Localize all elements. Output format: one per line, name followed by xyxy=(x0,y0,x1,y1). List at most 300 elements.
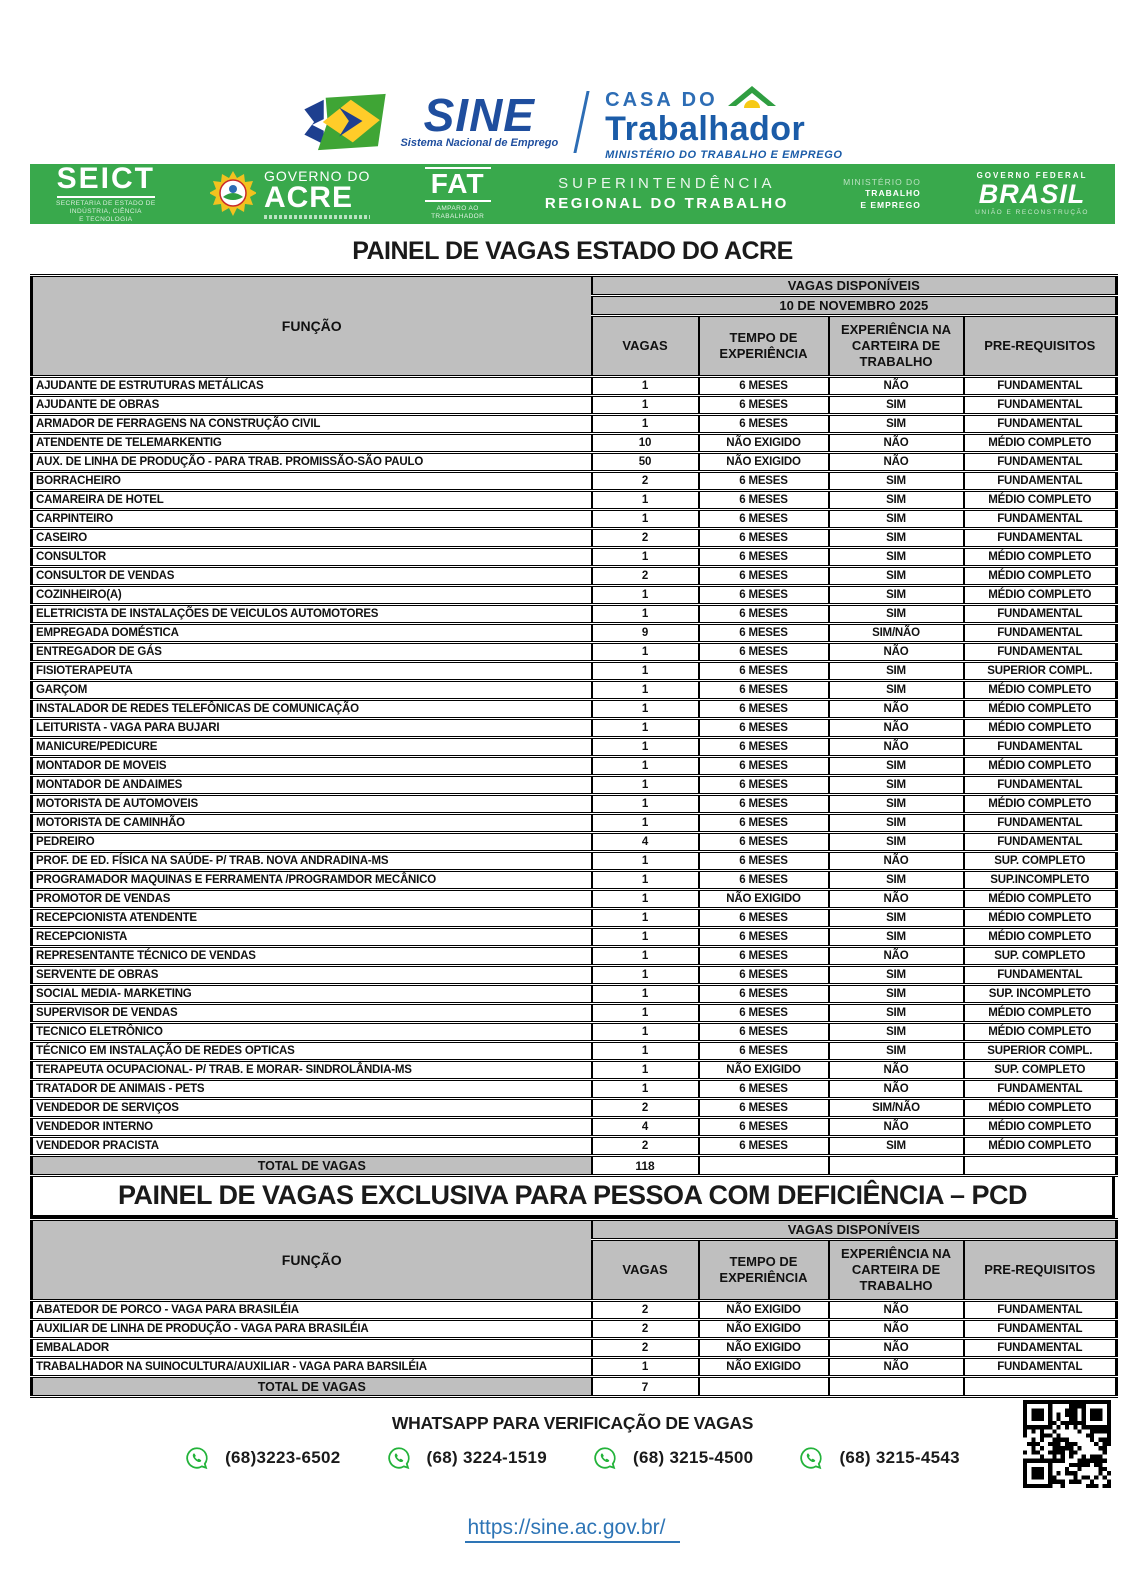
job-value-cell: 6 MESES xyxy=(699,1137,829,1156)
job-function-cell: MONTADOR DE ANDAIMES xyxy=(32,776,592,795)
job-function-cell: EMPREGADA DOMÉSTICA xyxy=(32,624,592,643)
job-value-cell: SUP. COMPLETO xyxy=(964,1061,1117,1080)
job-function-cell: PROGRAMADOR MAQUINAS E FERRAMENTA /PROGRAMDOR MECÂNICO xyxy=(32,871,592,890)
job-function-cell: LEITURISTA - VAGA PARA BUJARI xyxy=(32,719,592,738)
job-value-cell: SIM/NÃO xyxy=(829,624,964,643)
table-row xyxy=(32,472,1117,491)
job-function-cell: VENDEDOR INTERNO xyxy=(32,1118,592,1137)
job-function-cell: ATENDENTE DE TELEMARKENTIG xyxy=(32,434,592,453)
job-function-cell: REPRESENTANTE TÉCNICO DE VENDAS xyxy=(32,947,592,966)
job-value-cell: NÃO xyxy=(829,947,964,966)
job-value-cell: MÉDIO COMPLETO xyxy=(964,1099,1117,1118)
table-row xyxy=(32,377,1117,396)
job-value-cell: NÃO EXIGIDO xyxy=(699,434,829,453)
job-value-cell: 1 xyxy=(592,1042,699,1061)
job-value-cell: 6 MESES xyxy=(699,795,829,814)
sine-wordmark: SINE xyxy=(423,89,535,141)
job-value-cell: 2 xyxy=(592,567,699,586)
job-value-cell: 1 xyxy=(592,643,699,662)
phone-number: (68) 3215-4543 xyxy=(839,1448,960,1467)
job-value-cell: NÃO EXIGIDO xyxy=(699,890,829,909)
table-row xyxy=(32,586,1117,605)
job-value-cell: 1 xyxy=(592,662,699,681)
job-value-cell: 1 xyxy=(592,719,699,738)
total-value: 118 xyxy=(592,1156,699,1176)
casa-do-trabalhador-logo xyxy=(605,84,842,161)
job-value-cell: NÃO EXIGIDO xyxy=(699,453,829,472)
job-function-cell: TÉCNICO EM INSTALAÇÃO DE REDES OPTICAS xyxy=(32,1042,592,1061)
job-value-cell: MÉDIO COMPLETO xyxy=(964,681,1117,700)
column-header-funcao: FUNÇÃO xyxy=(32,276,592,377)
total-row xyxy=(32,1156,1117,1176)
job-value-cell: MÉDIO COMPLETO xyxy=(964,1118,1117,1137)
job-value-cell: FUNDAMENTAL xyxy=(964,510,1117,529)
acre-wordmark: ACRE xyxy=(263,181,353,214)
job-function-cell: RECEPCIONISTA ATENDENTE xyxy=(32,909,592,928)
pcd-column-header-funcao: FUNÇÃO xyxy=(32,1220,592,1301)
government-band xyxy=(30,161,1115,224)
job-value-cell: 1 xyxy=(592,871,699,890)
job-function-cell: PEDREIRO xyxy=(32,833,592,852)
job-function-cell: CONSULTOR DE VENDAS xyxy=(32,567,592,586)
acre-coat-of-arms-icon xyxy=(210,170,256,218)
pcd-column-header-carteira: EXPERIÊNCIA NA CARTEIRA DE TRABALHO xyxy=(829,1240,964,1301)
job-value-cell: SIM xyxy=(829,472,964,491)
table-row xyxy=(32,890,1117,909)
job-value-cell: 10 xyxy=(592,434,699,453)
job-value-cell: 1 xyxy=(592,852,699,871)
job-value-cell: FUNDAMENTAL xyxy=(964,1358,1117,1377)
job-value-cell: 2 xyxy=(592,1320,699,1339)
job-value-cell: FUNDAMENTAL xyxy=(964,738,1117,757)
job-value-cell: SIM xyxy=(829,814,964,833)
job-value-cell: 1 xyxy=(592,586,699,605)
job-value-cell: 1 xyxy=(592,681,699,700)
job-value-cell: MÉDIO COMPLETO xyxy=(964,909,1117,928)
job-value-cell: 6 MESES xyxy=(699,529,829,548)
table-row xyxy=(32,1042,1117,1061)
job-value-cell: SIM xyxy=(829,985,964,1004)
pcd-vacancies-table xyxy=(30,1218,1118,1398)
column-header-carteira: EXPERIÊNCIA NA CARTEIRA DE TRABALHO xyxy=(829,316,964,377)
job-value-cell: SIM xyxy=(829,1042,964,1061)
job-value-cell: 6 MESES xyxy=(699,662,829,681)
table-row xyxy=(32,928,1117,947)
job-value-cell: FUNDAMENTAL xyxy=(964,1320,1117,1339)
job-value-cell: SIM/NÃO xyxy=(829,1099,964,1118)
job-value-cell: 1 xyxy=(592,928,699,947)
job-value-cell: 1 xyxy=(592,396,699,415)
job-value-cell: 4 xyxy=(592,1118,699,1137)
job-function-cell: PROMOTOR DE VENDAS xyxy=(32,890,592,909)
job-value-cell: NÃO xyxy=(829,1320,964,1339)
job-value-cell: NÃO xyxy=(829,700,964,719)
casa-house-icon xyxy=(726,84,778,110)
job-value-cell: SIM xyxy=(829,928,964,947)
job-value-cell: SIM xyxy=(829,567,964,586)
job-value-cell: NÃO xyxy=(829,719,964,738)
sine-logo xyxy=(302,89,559,152)
job-value-cell: SUP. COMPLETO xyxy=(964,852,1117,871)
job-function-cell: VENDEDOR PRACISTA xyxy=(32,1137,592,1156)
job-value-cell: MÉDIO COMPLETO xyxy=(964,567,1117,586)
job-function-cell: ARMADOR DE FERRAGENS NA CONSTRUÇÃO CIVIL xyxy=(32,415,592,434)
table-row xyxy=(32,1080,1117,1099)
job-value-cell: SIM xyxy=(829,909,964,928)
job-value-cell: SIM xyxy=(829,1137,964,1156)
seict-wordmark: SEICT xyxy=(57,164,155,198)
table-row xyxy=(32,1137,1117,1156)
job-value-cell: NÃO xyxy=(829,1061,964,1080)
job-value-cell: NÃO xyxy=(829,377,964,396)
sine-subtitle: Sistema Nacional de Emprego xyxy=(400,137,559,149)
job-value-cell: 1 xyxy=(592,605,699,624)
job-value-cell: 6 MESES xyxy=(699,814,829,833)
job-value-cell: 2 xyxy=(592,529,699,548)
column-header-tempo: TEMPO DE EXPERIÊNCIA xyxy=(699,316,829,377)
job-value-cell: MÉDIO COMPLETO xyxy=(964,757,1117,776)
total-label: TOTAL DE VAGAS xyxy=(32,1156,592,1176)
job-value-cell: 6 MESES xyxy=(699,928,829,947)
whatsapp-contact xyxy=(185,1446,340,1470)
job-function-cell: AJUDANTE DE OBRAS xyxy=(32,396,592,415)
job-value-cell: 6 MESES xyxy=(699,567,829,586)
table-row xyxy=(32,662,1117,681)
job-value-cell: 1 xyxy=(592,966,699,985)
pcd-total-label: TOTAL DE VAGAS xyxy=(32,1377,592,1397)
acre-slogan-microtext xyxy=(264,215,370,219)
casa-wordmark: Trabalhador xyxy=(605,109,806,148)
brasil-wordmark: BRASIL xyxy=(978,178,1086,209)
pcd-section-title: PAINEL DE VAGAS EXCLUSIVA PARA PESSOA COM DEFICIÊNCIA – PCD xyxy=(30,1177,1115,1218)
job-function-cell: MONTADOR DE MOVEIS xyxy=(32,757,592,776)
job-function-cell: ABATEDOR DE PORCO - VAGA PARA BRASILÉIA xyxy=(32,1301,592,1320)
job-value-cell: FUNDAMENTAL xyxy=(964,966,1117,985)
job-value-cell: MÉDIO COMPLETO xyxy=(964,586,1117,605)
job-value-cell: 1 xyxy=(592,890,699,909)
job-value-cell: 6 MESES xyxy=(699,1118,829,1137)
whatsapp-icon xyxy=(387,1446,411,1470)
job-value-cell: FUNDAMENTAL xyxy=(964,814,1117,833)
table-row xyxy=(32,1023,1117,1042)
job-value-cell: SIM xyxy=(829,605,964,624)
job-value-cell: 1 xyxy=(592,700,699,719)
job-value-cell: 1 xyxy=(592,814,699,833)
pcd-column-header-vagas: VAGAS xyxy=(592,1240,699,1301)
job-function-cell: SERVENTE DE OBRAS xyxy=(32,966,592,985)
job-function-cell: CONSULTOR xyxy=(32,548,592,567)
job-value-cell: SUPERIOR COMPL. xyxy=(964,662,1117,681)
job-value-cell: FUNDAMENTAL xyxy=(964,1080,1117,1099)
governo-do-acre-logo xyxy=(210,169,370,219)
job-value-cell: 6 MESES xyxy=(699,719,829,738)
job-value-cell: MÉDIO COMPLETO xyxy=(964,719,1117,738)
job-value-cell: MÉDIO COMPLETO xyxy=(964,795,1117,814)
table-row xyxy=(32,510,1117,529)
job-value-cell: SUP.INCOMPLETO xyxy=(964,871,1117,890)
job-value-cell: FUNDAMENTAL xyxy=(964,377,1117,396)
job-value-cell: NÃO xyxy=(829,738,964,757)
table-row xyxy=(32,947,1117,966)
table-row xyxy=(32,548,1117,567)
job-value-cell: SUPERIOR COMPL. xyxy=(964,1042,1117,1061)
table-row xyxy=(32,1099,1117,1118)
table-row xyxy=(32,966,1117,985)
table-row xyxy=(32,1301,1117,1320)
job-function-cell: BORRACHEIRO xyxy=(32,472,592,491)
job-value-cell: NÃO EXIGIDO xyxy=(699,1358,829,1377)
job-value-cell: NÃO xyxy=(829,1339,964,1358)
column-header-prerequisitos: PRE-REQUISITOS xyxy=(964,316,1117,377)
job-value-cell: 1 xyxy=(592,510,699,529)
table-row xyxy=(32,624,1117,643)
job-function-cell: CASEIRO xyxy=(32,529,592,548)
job-value-cell: 1 xyxy=(592,1004,699,1023)
job-value-cell: 6 MESES xyxy=(699,947,829,966)
job-value-cell: SIM xyxy=(829,966,964,985)
page-title: PAINEL DE VAGAS ESTADO DO ACRE xyxy=(352,237,793,265)
seict-subtitle: SECRETARIA DE ESTADO DE INDÚSTRIA, CIÊNCIA E TECNOLOGIA xyxy=(56,199,156,224)
job-value-cell: 1 xyxy=(592,795,699,814)
job-value-cell: MÉDIO COMPLETO xyxy=(964,491,1117,510)
job-function-cell: COZINHEIRO(A) xyxy=(32,586,592,605)
job-value-cell: 1 xyxy=(592,757,699,776)
job-value-cell: 1 xyxy=(592,377,699,396)
table-row xyxy=(32,757,1117,776)
job-value-cell: 50 xyxy=(592,453,699,472)
job-value-cell: 6 MESES xyxy=(699,396,829,415)
job-value-cell: SIM xyxy=(829,871,964,890)
pcd-column-header-prerequisitos: PRE-REQUISITOS xyxy=(964,1240,1117,1301)
superintendencia-label: SUPERINTENDÊNCIA REGIONAL DO TRABALHO xyxy=(544,174,789,212)
qr-code xyxy=(1022,1400,1112,1488)
job-function-cell: GARÇOM xyxy=(32,681,592,700)
table-row xyxy=(32,491,1117,510)
table-row xyxy=(32,453,1117,472)
job-value-cell: 1 xyxy=(592,776,699,795)
job-value-cell: 6 MESES xyxy=(699,377,829,396)
whatsapp-contacts xyxy=(0,1446,1145,1470)
job-value-cell: FUNDAMENTAL xyxy=(964,453,1117,472)
job-function-cell: AUX. DE LINHA DE PRODUÇÃO - PARA TRAB. PROMISSÃO-SÃO PAULO xyxy=(32,453,592,472)
pcd-total-row xyxy=(32,1377,1117,1397)
job-value-cell: MÉDIO COMPLETO xyxy=(964,1137,1117,1156)
whatsapp-icon xyxy=(593,1446,617,1470)
job-value-cell: 6 MESES xyxy=(699,548,829,567)
job-value-cell: NÃO xyxy=(829,852,964,871)
job-value-cell: NÃO xyxy=(829,1118,964,1137)
main-vacancies-table xyxy=(30,274,1118,1177)
job-value-cell: 2 xyxy=(592,472,699,491)
job-value-cell: 6 MESES xyxy=(699,757,829,776)
date-header: 10 DE NOVEMBRO 2025 xyxy=(592,296,1117,316)
job-function-cell: PROF. DE ED. FÍSICA NA SAÚDE- P/ TRAB. NOVA ANDRADINA-MS xyxy=(32,852,592,871)
job-value-cell: SIM xyxy=(829,586,964,605)
job-value-cell: SIM xyxy=(829,757,964,776)
job-function-cell: TERAPEUTA OCUPACIONAL- P/ TRAB. E MORAR- SINDROLÂNDIA-MS xyxy=(32,1061,592,1080)
job-value-cell: 6 MESES xyxy=(699,985,829,1004)
job-function-cell: TRABALHADOR NA SUINOCULTURA/AUXILIAR - VAGA PARA BARSILÉIA xyxy=(32,1358,592,1377)
pcd-group-header: VAGAS DISPONÍVEIS xyxy=(592,1220,1117,1240)
job-value-cell: 6 MESES xyxy=(699,1004,829,1023)
job-value-cell: 1 xyxy=(592,491,699,510)
job-value-cell: 6 MESES xyxy=(699,415,829,434)
job-function-cell: RECEPCIONISTA xyxy=(32,928,592,947)
job-value-cell: 6 MESES xyxy=(699,852,829,871)
job-value-cell: NÃO EXIGIDO xyxy=(699,1061,829,1080)
job-value-cell: SIM xyxy=(829,1023,964,1042)
job-value-cell: FUNDAMENTAL xyxy=(964,643,1117,662)
job-value-cell: MÉDIO COMPLETO xyxy=(964,548,1117,567)
job-function-cell: CARPINTEIRO xyxy=(32,510,592,529)
job-value-cell: FUNDAMENTAL xyxy=(964,833,1117,852)
job-value-cell: MÉDIO COMPLETO xyxy=(964,890,1117,909)
job-value-cell: FUNDAMENTAL xyxy=(964,1339,1117,1358)
job-value-cell: MÉDIO COMPLETO xyxy=(964,1023,1117,1042)
job-value-cell: 1 xyxy=(592,415,699,434)
job-value-cell: 1 xyxy=(592,1023,699,1042)
phone-number: (68)3223-6502 xyxy=(225,1448,341,1467)
governo-federal-brasil-logo: GOVERNO FEDERAL BRASIL UNIÃO E RECONSTRUÇÃO xyxy=(975,170,1089,216)
table-row xyxy=(32,396,1117,415)
job-value-cell: 2 xyxy=(592,1099,699,1118)
job-value-cell: SIM xyxy=(829,1004,964,1023)
table-row xyxy=(32,871,1117,890)
seict-logo xyxy=(56,161,156,224)
job-function-cell: EMBALADOR xyxy=(32,1339,592,1358)
job-value-cell: 6 MESES xyxy=(699,643,829,662)
whatsapp-icon xyxy=(185,1446,209,1470)
job-function-cell: TECNICO ELETRÔNICO xyxy=(32,1023,592,1042)
whatsapp-section-title: WHATSAPP PARA VERIFICAÇÃO DE VAGAS xyxy=(391,1413,754,1433)
job-value-cell: 1 xyxy=(592,1080,699,1099)
job-value-cell: MÉDIO COMPLETO xyxy=(964,434,1117,453)
table-row xyxy=(32,795,1117,814)
job-value-cell: FUNDAMENTAL xyxy=(964,1301,1117,1320)
whatsapp-icon xyxy=(799,1446,823,1470)
job-value-cell: 2 xyxy=(592,1137,699,1156)
job-value-cell: MÉDIO COMPLETO xyxy=(964,1004,1117,1023)
governo-do-label: GOVERNO DO xyxy=(263,168,371,184)
casa-subtitle: MINISTÉRIO DO TRABALHO E EMPREGO xyxy=(605,148,843,161)
job-value-cell: 9 xyxy=(592,624,699,643)
table-row xyxy=(32,681,1117,700)
job-value-cell: MÉDIO COMPLETO xyxy=(964,700,1117,719)
job-function-cell: CAMAREIRA DE HOTEL xyxy=(32,491,592,510)
fat-wordmark: FAT xyxy=(425,167,491,202)
table-row xyxy=(32,833,1117,852)
job-value-cell: SIM xyxy=(829,396,964,415)
group-header-vagas-disponiveis: VAGAS DISPONÍVEIS xyxy=(592,276,1117,296)
job-value-cell: NÃO xyxy=(829,890,964,909)
table-row xyxy=(32,700,1117,719)
whatsapp-contact xyxy=(799,1446,959,1470)
job-function-cell: MOTORISTA DE AUTOMOVEIS xyxy=(32,795,592,814)
sine-website-link[interactable]: https://sine.ac.gov.br/ xyxy=(465,1516,679,1543)
table-row xyxy=(32,985,1117,1004)
job-value-cell: NÃO xyxy=(829,1358,964,1377)
ministerio-trabalho-label: MINISTÉRIO DO TRABALHO E EMPREGO xyxy=(843,177,921,210)
job-value-cell: 1 xyxy=(592,1061,699,1080)
table-row xyxy=(32,1358,1117,1377)
table-row xyxy=(32,434,1117,453)
table-row xyxy=(32,719,1117,738)
job-value-cell: FUNDAMENTAL xyxy=(964,472,1117,491)
whatsapp-contact xyxy=(593,1446,753,1470)
job-value-cell: SUP. COMPLETO xyxy=(964,947,1117,966)
job-value-cell: 6 MESES xyxy=(699,1099,829,1118)
job-value-cell: NÃO xyxy=(829,1080,964,1099)
job-value-cell: 6 MESES xyxy=(699,681,829,700)
table-row xyxy=(32,1061,1117,1080)
job-value-cell: NÃO xyxy=(829,434,964,453)
job-value-cell: 1 xyxy=(592,548,699,567)
job-function-cell: FISIOTERAPEUTA xyxy=(32,662,592,681)
job-value-cell: NÃO EXIGIDO xyxy=(699,1301,829,1320)
job-value-cell: SIM xyxy=(829,795,964,814)
job-function-cell: ENTREGADOR DE GÁS xyxy=(32,643,592,662)
job-value-cell: 6 MESES xyxy=(699,700,829,719)
job-value-cell: MÉDIO COMPLETO xyxy=(964,928,1117,947)
job-value-cell: 6 MESES xyxy=(699,966,829,985)
table-row xyxy=(32,415,1117,434)
job-value-cell: 6 MESES xyxy=(699,510,829,529)
job-value-cell: FUNDAMENTAL xyxy=(964,396,1117,415)
job-value-cell: SIM xyxy=(829,529,964,548)
table-row xyxy=(32,1339,1117,1358)
job-value-cell: 6 MESES xyxy=(699,833,829,852)
header-logos xyxy=(0,84,1145,160)
job-function-cell: MANICURE/PEDICURE xyxy=(32,738,592,757)
pcd-total-value: 7 xyxy=(592,1377,699,1397)
job-value-cell: NÃO xyxy=(829,1301,964,1320)
job-value-cell: 6 MESES xyxy=(699,776,829,795)
job-value-cell: FUNDAMENTAL xyxy=(964,776,1117,795)
phone-number: (68) 3215-4500 xyxy=(632,1448,754,1467)
job-value-cell: SUP. INCOMPLETO xyxy=(964,985,1117,1004)
job-value-cell: SIM xyxy=(829,662,964,681)
job-value-cell: 1 xyxy=(592,985,699,1004)
table-row xyxy=(32,738,1117,757)
table-row xyxy=(32,909,1117,928)
job-value-cell: 6 MESES xyxy=(699,624,829,643)
table-row xyxy=(32,567,1117,586)
job-value-cell: 6 MESES xyxy=(699,909,829,928)
job-value-cell: NÃO xyxy=(829,643,964,662)
job-function-cell: MOTORISTA DE CAMINHÃO xyxy=(32,814,592,833)
pcd-column-header-tempo: TEMPO DE EXPERIÊNCIA xyxy=(699,1240,829,1301)
job-value-cell: FUNDAMENTAL xyxy=(964,529,1117,548)
job-value-cell: 6 MESES xyxy=(699,871,829,890)
job-value-cell: FUNDAMENTAL xyxy=(964,415,1117,434)
sine-flag-icon xyxy=(302,92,390,152)
job-value-cell: SIM xyxy=(829,776,964,795)
job-value-cell: SIM xyxy=(829,491,964,510)
job-value-cell: FUNDAMENTAL xyxy=(964,605,1117,624)
table-row xyxy=(32,1320,1117,1339)
job-value-cell: SIM xyxy=(829,681,964,700)
whatsapp-contact xyxy=(387,1446,547,1470)
job-value-cell: 6 MESES xyxy=(699,605,829,624)
job-value-cell: NÃO xyxy=(829,453,964,472)
fat-logo xyxy=(425,167,491,222)
table-row xyxy=(32,776,1117,795)
job-value-cell: 6 MESES xyxy=(699,491,829,510)
job-value-cell: 6 MESES xyxy=(699,738,829,757)
job-function-cell: ELETRICISTA DE INSTALAÇÕES DE VEICULOS AUTOMOTORES xyxy=(32,605,592,624)
job-value-cell: 1 xyxy=(592,1358,699,1377)
job-value-cell: 2 xyxy=(592,1339,699,1358)
